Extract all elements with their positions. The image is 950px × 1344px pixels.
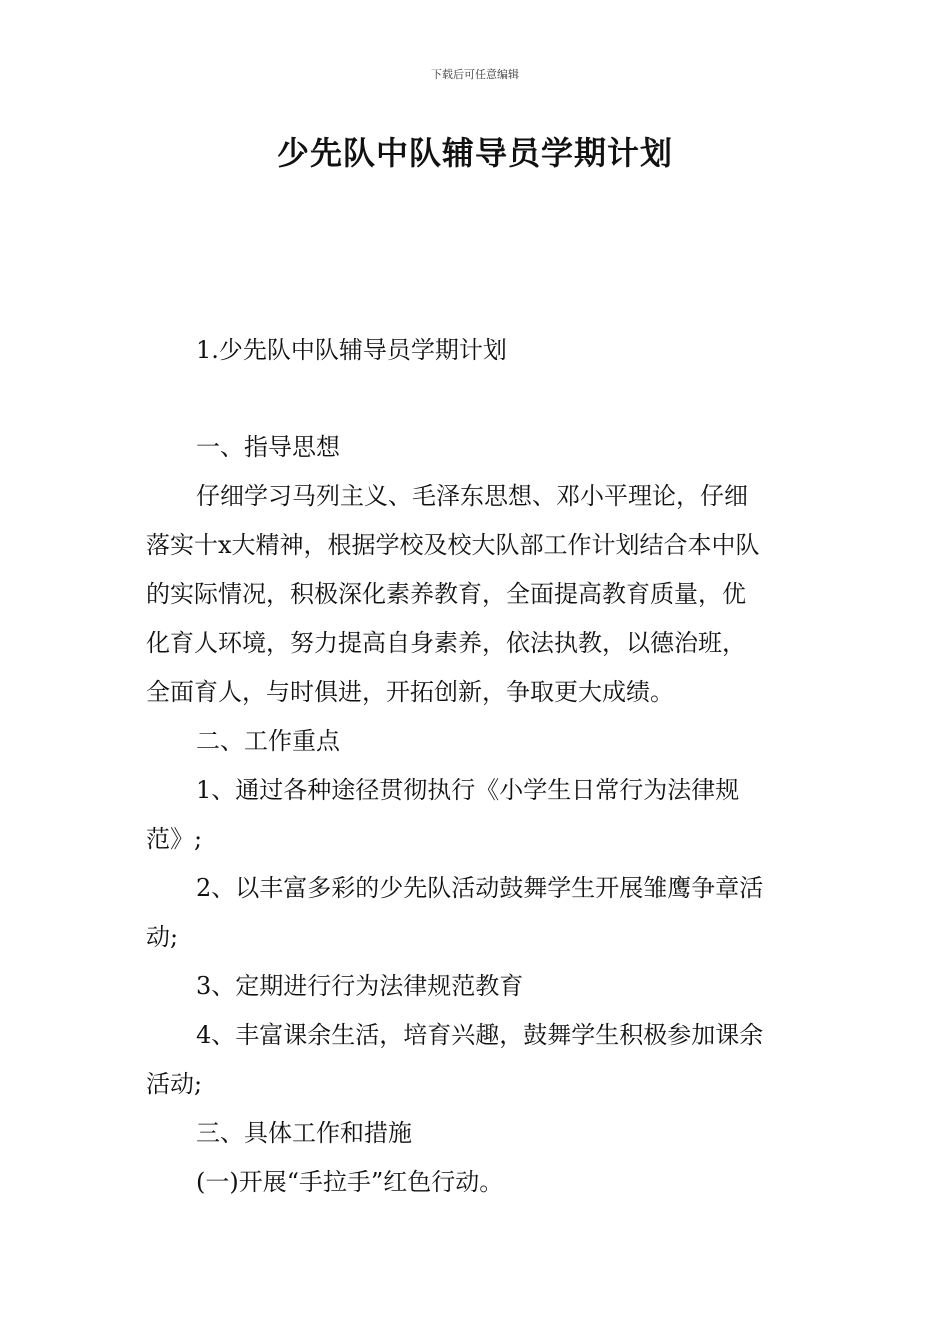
document-title: 少先队中队辅导员学期计划 <box>276 134 673 172</box>
subtitle-block <box>146 326 826 375</box>
section-2-item-4-line-1: 4、丰富课余生活，培育兴趣，鼓舞学生积极参加课余 <box>196 1021 764 1049</box>
section-2-item-2-line-1: 2、以丰富多彩的少先队活动鼓舞学生开展雏鹰争章活 <box>196 874 764 902</box>
section-1 <box>146 423 826 1207</box>
header-note: 下载后可任意编辑 <box>431 68 519 81</box>
section-2-item-3: 3、定期进行行为法律规范教育 <box>196 972 524 1000</box>
section-1-line-3: 的实际情况，积极深化素养教育，全面提高教育质量，优 <box>146 580 746 608</box>
section-1-heading: 一、指导思想 <box>196 433 340 461</box>
section-1-line-1: 仔细学习马列主义、毛泽东思想、邓小平理论，仔细 <box>196 482 748 510</box>
section-1-line-2: 落实十x大精神，根据学校及校大队部工作计划结合本中队 <box>146 531 760 559</box>
section-3-sub-1: (一)开展“手拉手”红色行动。 <box>196 1168 504 1196</box>
section-3-heading: 三、具体工作和措施 <box>196 1119 412 1147</box>
section-2-item-1-line-1: 1、通过各种途径贯彻执行《小学生日常行为法律规 <box>196 776 740 804</box>
section-2-item-2-line-2: 动; <box>146 923 179 951</box>
section-1-line-5: 全面育人，与时俱进，开拓创新，争取更大成绩。 <box>146 678 674 706</box>
subtitle: 1.少先队中队辅导员学期计划 <box>196 336 507 364</box>
section-2-item-4-line-2: 活动; <box>146 1070 203 1098</box>
section-2-item-1-line-2: 范》; <box>146 825 203 853</box>
section-1-line-4: 化育人环境，努力提高自身素养，依法执教，以德治班， <box>146 629 746 657</box>
section-2-heading: 二、工作重点 <box>196 727 340 755</box>
